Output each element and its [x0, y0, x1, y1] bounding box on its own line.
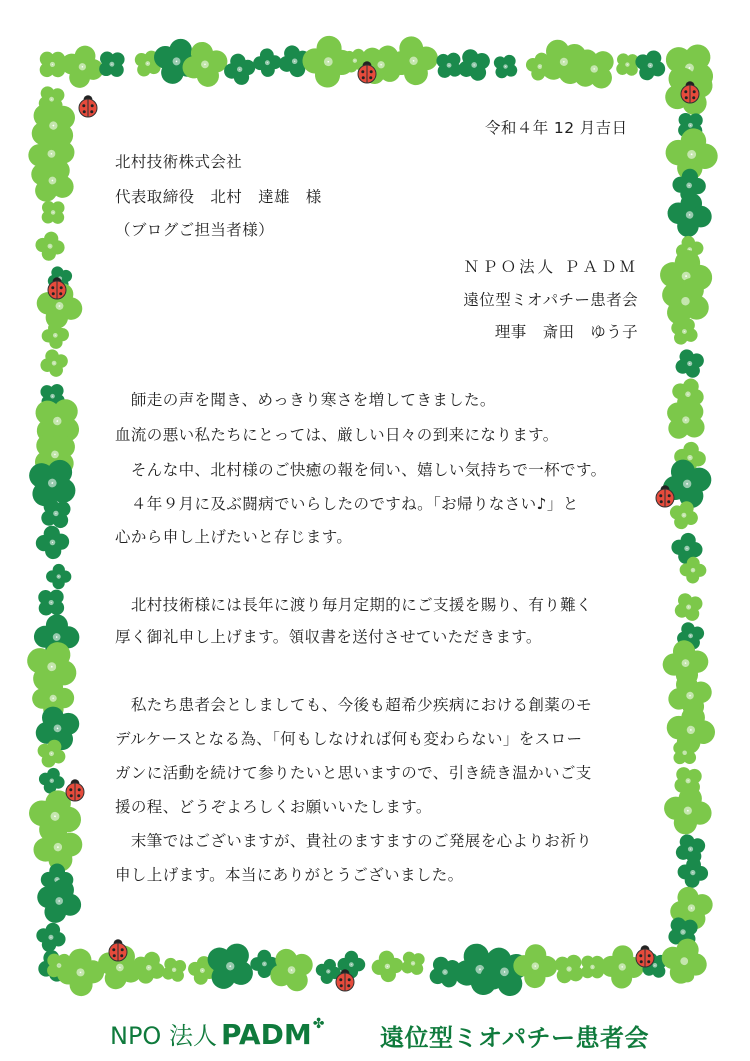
clover-icon	[600, 944, 645, 989]
clover-icon	[664, 190, 714, 240]
body-line: 厚く御礼申し上げます。領収書を送付させていただきます。	[115, 628, 542, 646]
recipient-note: （ブログご担当者様）	[115, 221, 275, 239]
ladybug-icon	[79, 95, 97, 117]
clover-icon	[370, 949, 405, 984]
body-line: 心から申し上げたいと存じます。	[115, 528, 353, 546]
clover-icon	[33, 919, 69, 955]
clover-icon	[252, 47, 282, 77]
footer-group-name: 遠位型ミオパチー患者会	[380, 1024, 650, 1052]
clover-icon	[40, 320, 70, 350]
clover-icon	[656, 933, 713, 990]
body-line: ４年９月に及ぶ闘病でいらしたのですね。「お帰りなさい♪」と	[115, 495, 579, 513]
letter-date: 令和４年 12 月吉日	[485, 119, 628, 137]
clover-icon	[46, 564, 72, 590]
clover-icon	[660, 782, 716, 838]
clover-icon	[37, 346, 72, 381]
clover-icon	[34, 524, 70, 560]
clover-icon	[670, 344, 709, 383]
clover-icon	[676, 856, 709, 889]
recipient-company: 北村技術株式会社	[115, 153, 243, 171]
clover-icon	[669, 587, 709, 627]
ladybug-icon	[636, 945, 654, 967]
recipient-name: 代表取締役 北村 達雄 様	[115, 188, 322, 206]
clover-icon	[488, 49, 524, 85]
body-line: ガンに活動を続けて参りたいと思いますので、引き続き温かいご支	[115, 764, 592, 782]
footer-brand: PADM	[220, 1018, 312, 1051]
body-line: デルケースとなる為、「何もしなければ何も変わらない」をスロー	[115, 730, 583, 748]
body-line: 師走の声を聞き、めっきり寒さを増してきました。	[115, 391, 496, 409]
body-line: 援の程、どうぞよろしくお願いいたします。	[115, 798, 432, 816]
body-line: 末筆ではございますが、貴社のますますのご発展を心よりお祈り	[115, 832, 593, 850]
body-line: 北村技術様には長年に渡り毎月定期的にご支援を賜り、有り難く	[115, 596, 593, 614]
body-line: そんな中、北村様のご快癒の報を伺い、嬉しい気持ちで一杯です。	[115, 461, 607, 479]
body-line: 申し上げます。本当にありがとうございました。	[115, 866, 464, 884]
ladybug-icon	[109, 939, 127, 961]
body-line: 私たち患者会としましても、今後も超希少疾病における創薬のモ	[115, 696, 593, 714]
clover-icon	[30, 872, 87, 929]
sender-org: ＮＰＯ法人 ＰＡＤＭ	[463, 258, 638, 276]
clover-icon: ✤	[312, 1016, 325, 1032]
clover-icon	[669, 531, 705, 567]
body-line: 血流の悪い私たちにとっては、厳しい日々の到来になります。	[115, 426, 559, 444]
sender-group: 遠位型ミオパチー患者会	[463, 291, 638, 309]
footer-org	[110, 1016, 324, 1051]
footer-org-prefix: NPO 法人	[110, 1022, 217, 1050]
ladybug-icon	[66, 779, 84, 801]
clover-icon	[221, 50, 259, 88]
clover-icon	[33, 229, 66, 262]
sender-person: 理事 斎田 ゆう子	[494, 323, 638, 341]
